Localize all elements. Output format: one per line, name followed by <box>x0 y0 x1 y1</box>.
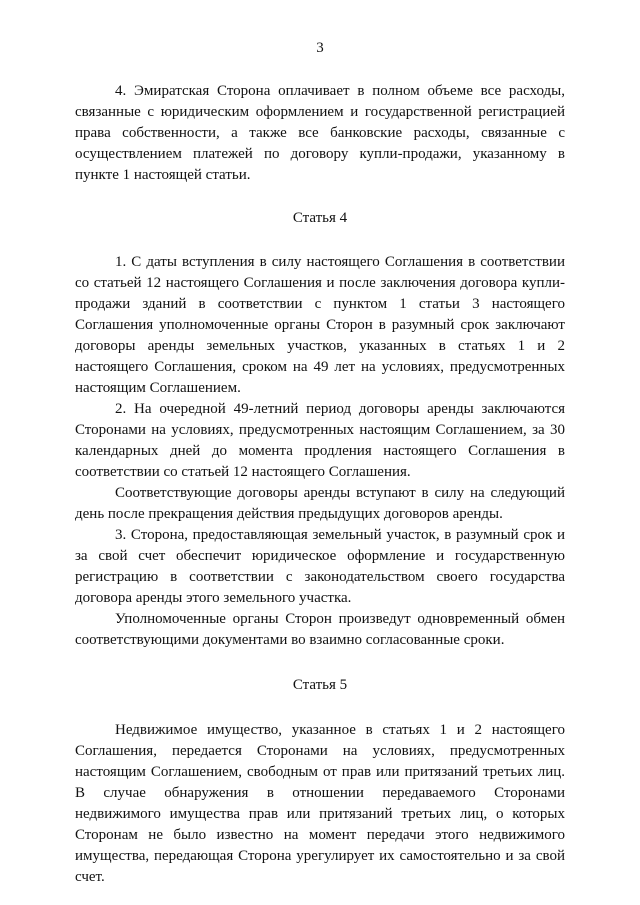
page-number: 3 <box>316 40 324 56</box>
article-4-paragraph-3: 3. Сторона, предоставляющая земельный участок, в разумный срок и за свой счет обеспечит юридическое оформление и государственную регистрацию в соответствии с законодательством своего государства договора аренды этого земельного участка. <box>75 527 565 606</box>
article-4-paragraph-2: 2. На очередной 49-летний период договоры аренды заключаются Сторонами на условиях, предусмотренных настоящим Соглашением, за 30 календарных дней до момента продления настоящего Соглашения в соответствии со статьей 12 настоящего Соглашения. <box>75 401 565 480</box>
article-5-heading: Статья 5 <box>292 677 348 693</box>
document-page <box>75 38 565 888</box>
paragraph-3-4: 4. Эмиратская Сторона оплачивает в полном объеме все расходы, связанные с юридическим оформлением и государственной регистрацией права собственности, а также все банковские расходы, связанные с осуществлением платежей по договору купли-продажи, указанному в пункте 1 настоящей статьи. <box>75 83 565 183</box>
article-5-paragraph-1: Недвижимое имущество, указанное в статьях 1 и 2 настоящего Соглашения, передается Сторонами на условиях, предусмотренных настоящим Соглашением, свободным от прав или притязаний третьих лиц. В случае обнаружения в отношении передаваемого Сторонами недвижимого имущества прав или притязаний третьих лиц, о которых Сторонам не было известно на момент передачи этого недвижимого имущества, передающая Сторона урегулирует их самостоятельно и за свой счет. <box>75 722 565 885</box>
article-4-paragraph-2-continued: Соответствующие договоры аренды вступают в силу на следующий день после прекращения действия предыдущих договоров аренды. <box>75 485 565 522</box>
article-4-paragraph-1: 1. С даты вступления в силу настоящего Соглашения в соответствии со статьей 12 настоящего Соглашения и после заключения договора купли-продажи зданий в соответствии с пунктом 1 статьи 3 настоящего Соглашения уполномоченные органы Сторон в разумный срок заключают договоры аренды земельных участков, указанных в статьях 1 и 2 настоящего Соглашения, сроком на 49 лет на условиях, предусмотренных настоящим Соглашением. <box>75 254 565 396</box>
article-4-paragraph-3-continued: Уполномоченные органы Сторон произведут одновременный обмен соответствующими документами во взаимно согласованные сроки. <box>75 611 565 648</box>
article-4-heading: Статья 4 <box>292 210 348 226</box>
